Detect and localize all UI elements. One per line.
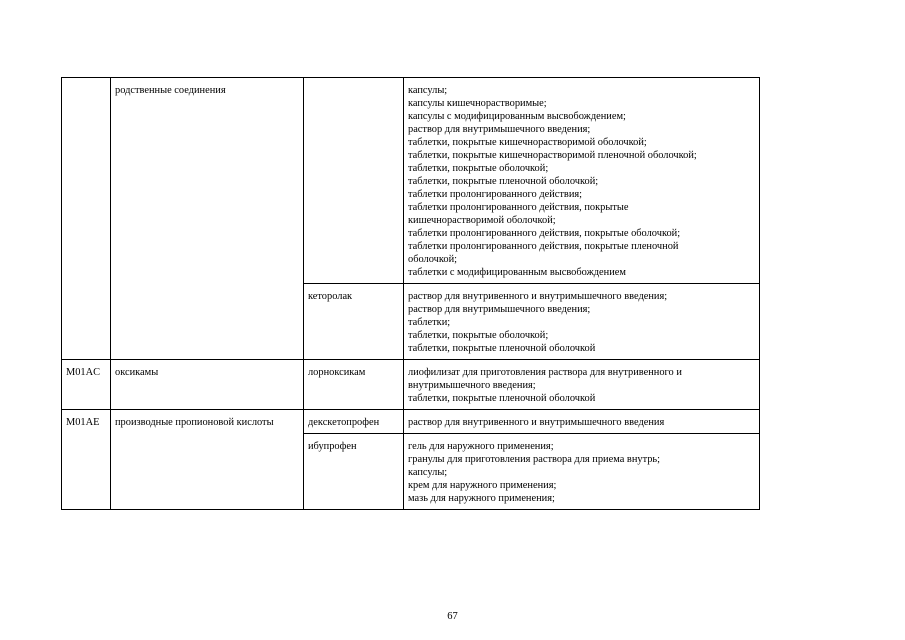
- dosage-form-line: таблетки, покрытые пленочной оболочкой: [408, 393, 596, 404]
- dosage-form-line: капсулы;: [408, 467, 448, 478]
- drug-table: [61, 77, 760, 510]
- table-row: [62, 78, 760, 284]
- dosage-forms-cell: [404, 78, 760, 284]
- drug-name-cell: [304, 78, 404, 284]
- table-row: [62, 410, 760, 434]
- group-name-cell: родственные соединения: [111, 78, 304, 360]
- dosage-form-line: раствор для внутримышечного введения;: [408, 124, 591, 135]
- drug-name-cell: декскетопрофен: [304, 410, 404, 434]
- dosage-form-line: таблетки, покрытые оболочкой;: [408, 163, 549, 174]
- dosage-form-line: крем для наружного применения;: [408, 480, 557, 491]
- dosage-form-line: таблетки, покрытые кишечнорастворимой оболочкой;: [408, 137, 647, 148]
- dosage-form-line: таблетки, покрытые оболочкой;: [408, 330, 549, 341]
- group-name-cell: производные пропионовой кислоты: [111, 410, 304, 510]
- dosage-form-line: таблетки пролонгированного действия;: [408, 189, 583, 200]
- dosage-form-line: таблетки, покрытые кишечнорастворимой пленочной оболочкой;: [408, 150, 697, 161]
- dosage-form-line: капсулы;: [408, 85, 448, 96]
- dosage-form-line: мазь для наружного применения;: [408, 493, 555, 504]
- dosage-form-line: таблетки пролонгированного действия, покрытые оболочкой;: [408, 228, 681, 239]
- dosage-form-line: таблетки, покрытые пленочной оболочкой: [408, 343, 596, 354]
- dosage-form-line: гранулы для приготовления раствора для приема внутрь;: [408, 454, 661, 465]
- dosage-forms-cell: [404, 434, 760, 510]
- dosage-forms-cell: [404, 410, 760, 434]
- dosage-form-line: лиофилизат для приготовления раствора для внутривенного и: [408, 367, 682, 378]
- dosage-form-line: таблетки с модифицированным высвобождением: [408, 267, 626, 278]
- dosage-form-line: раствор для внутривенного и внутримышечного введения: [408, 417, 665, 428]
- dosage-form-line: кишечнорастворимой оболочкой;: [408, 215, 556, 226]
- dosage-form-line: раствор для внутривенного и внутримышечного введения;: [408, 291, 668, 302]
- dosage-form-line: таблетки пролонгированного действия, покрытые: [408, 202, 629, 213]
- dosage-form-line: оболочкой;: [408, 254, 458, 265]
- drug-name-cell: лорноксикам: [304, 360, 404, 410]
- dosage-form-line: внутримышечного введения;: [408, 380, 536, 391]
- table-row: [62, 360, 760, 410]
- group-name-cell: оксикамы: [111, 360, 304, 410]
- page-number: 67: [447, 611, 458, 622]
- dosage-form-line: гель для наружного применения;: [408, 441, 554, 452]
- dosage-forms-cell: [404, 284, 760, 360]
- dosage-form-line: капсулы с модифицированным высвобождением;: [408, 111, 626, 122]
- drug-name-cell: ибупрофен: [304, 434, 404, 510]
- atc-code-cell: [62, 78, 111, 360]
- dosage-form-line: таблетки пролонгированного действия, покрытые пленочной: [408, 241, 679, 252]
- dosage-forms-cell: [404, 360, 760, 410]
- dosage-form-line: таблетки, покрытые пленочной оболочкой;: [408, 176, 599, 187]
- atc-code-cell: M01AE: [62, 410, 111, 510]
- atc-code-cell: M01AC: [62, 360, 111, 410]
- dosage-form-line: раствор для внутримышечного введения;: [408, 304, 591, 315]
- dosage-form-line: таблетки;: [408, 317, 451, 328]
- dosage-form-line: капсулы кишечнорастворимые;: [408, 98, 547, 109]
- drug-name-cell: кеторолак: [304, 284, 404, 360]
